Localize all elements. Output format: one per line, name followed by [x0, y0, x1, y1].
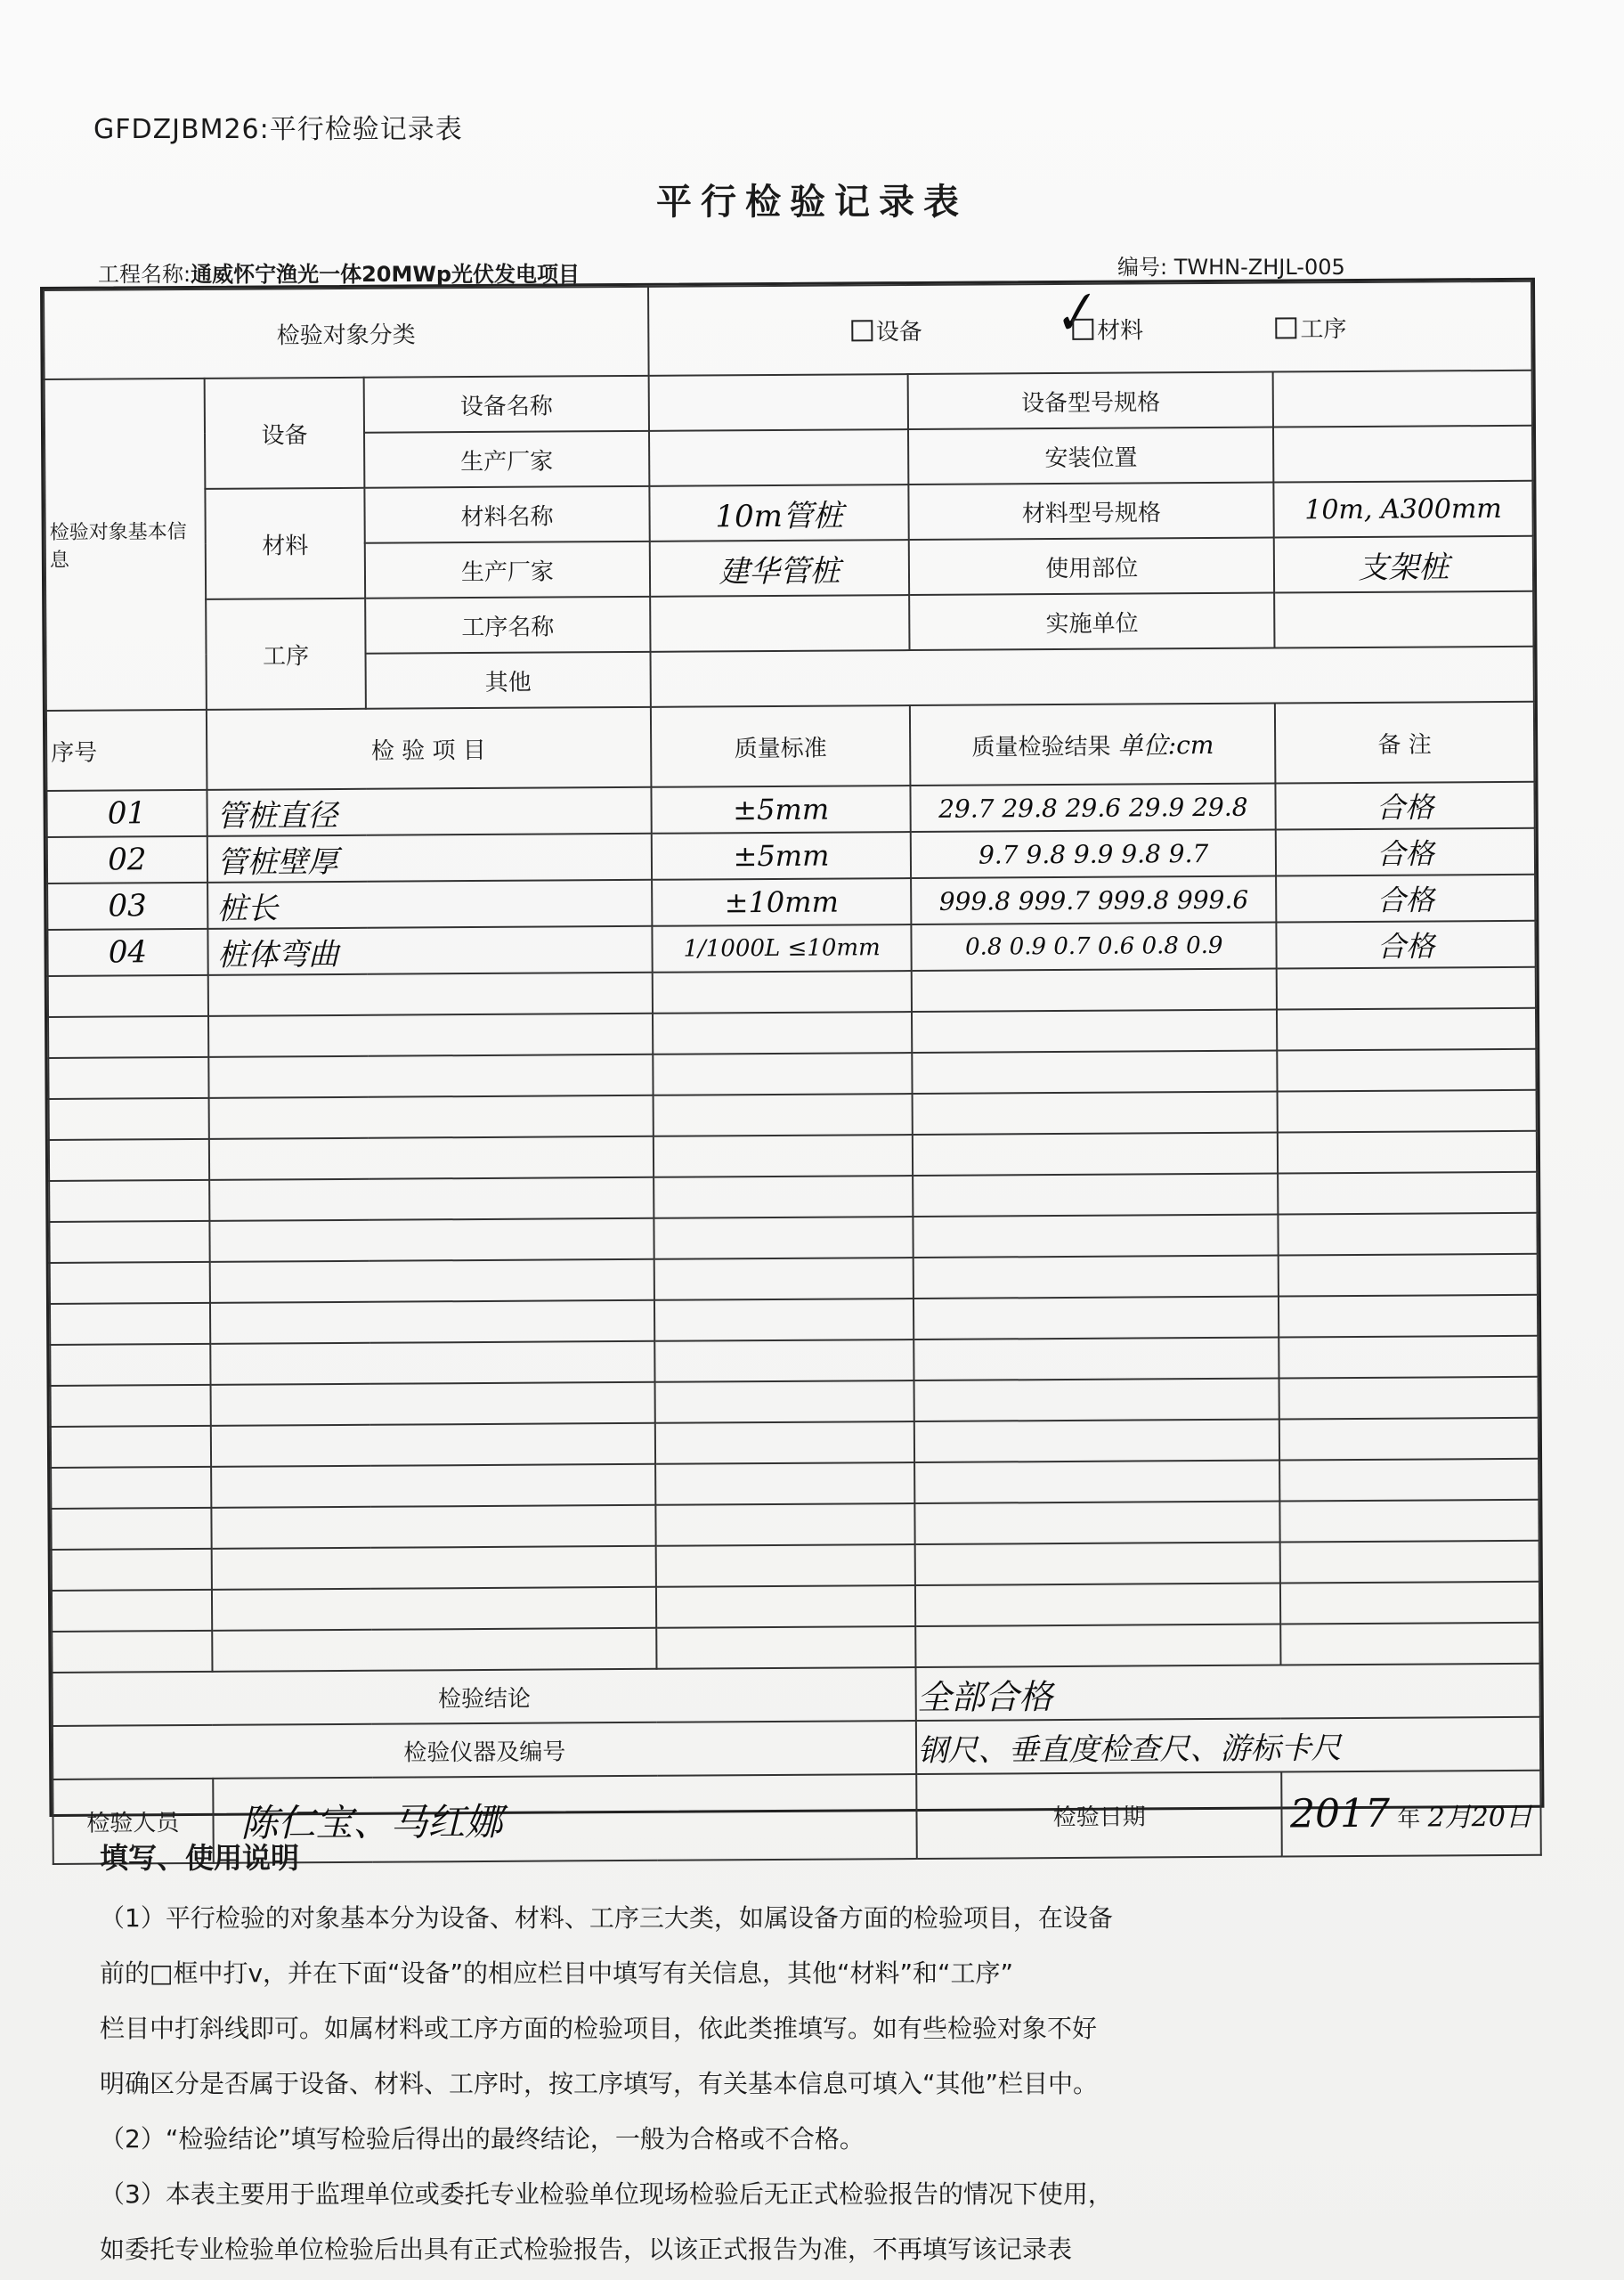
unit-note: 单位:cm	[1117, 729, 1214, 761]
basic-info-label: 检验对象基本信息	[45, 379, 207, 711]
process-name-value[interactable]	[650, 595, 910, 652]
table-row: 02 管桩壁厚 ±5mm 9.7 9.8 9.9 9.8 9.7 合格	[47, 828, 1535, 884]
instructions-line: 栏目中打斜线即可。如属材料或工序方面的检验项目，依此类推填写。如有些检验对象不好	[100, 2014, 1098, 2043]
equipment-label: 设备	[204, 378, 364, 489]
option-material[interactable]: 材料	[1001, 311, 1214, 345]
conclusion-value[interactable]: 全部合格	[916, 1664, 1540, 1721]
material-model-label: 材料型号规格	[909, 483, 1274, 541]
col-number: 序号	[46, 710, 207, 791]
date-year: 2017	[1289, 1790, 1391, 1837]
material-model-value[interactable]: 10m, A300mm	[1273, 481, 1532, 538]
project-name: 通威怀宁渔光一体20MWp光伏发电项目	[191, 262, 581, 287]
classification-options	[648, 278, 1532, 376]
project-line	[98, 256, 580, 288]
instruments-label: 检验仪器及编号	[53, 1721, 917, 1779]
equipment-maker-value[interactable]	[649, 429, 909, 486]
material-maker-value[interactable]: 建华管桩	[649, 540, 909, 597]
instructions	[100, 1830, 1382, 2277]
instruments-value[interactable]: 钢尺、垂直度检查尺、游标卡尺	[916, 1717, 1540, 1774]
col-item: 检 验 项 目	[207, 707, 652, 790]
serial-label: 编号:	[1117, 255, 1168, 280]
document-code: GFDZJBM26:平行检验记录表	[93, 114, 463, 145]
table-row: 04 桩体弯曲 1/1000L ≤10mm 0.8 0.9 0.7 0.6 0.8 0.9 合格	[47, 921, 1535, 976]
inspector-value[interactable]: 陈仁宝、马红娜	[213, 1774, 917, 1863]
date-year-unit: 年	[1397, 1805, 1421, 1833]
classification-label: 检验对象分类	[44, 287, 648, 379]
table-row: 03 桩长 ±10mm 999.8 999.7 999.8 999.6 合格	[47, 875, 1535, 930]
date-label: 检验日期	[917, 1772, 1282, 1859]
material-usage-value[interactable]: 支架桩	[1274, 536, 1533, 593]
col-remark: 备 注	[1275, 702, 1535, 784]
conclusion-label: 检验结论	[53, 1667, 917, 1726]
project-label: 工程名称:	[98, 262, 191, 287]
instructions-title: 填写、使用说明	[100, 1841, 300, 1875]
instructions-line: 前的□框中打v，并在下面“设备”的相应栏目中填写有关信息，其他“材料”和“工序”	[100, 1958, 1014, 1988]
inspector-label: 检验人员	[53, 1779, 213, 1864]
instructions-line: 明确区分是否属于设备、材料、工序时，按工序填写，有关基本信息可填入“其他”栏目中。	[100, 2069, 1099, 2098]
equipment-maker-label: 生产厂家	[364, 431, 649, 488]
checkbox-icon	[1275, 317, 1296, 338]
instructions-line: （1）平行检验的对象基本分为设备、材料、工序三大类，如属设备方面的检验项目，在设备	[100, 1903, 1113, 1933]
equipment-name-value[interactable]	[648, 374, 908, 431]
handwritten-check-mark: ✓	[1043, 278, 1103, 351]
equipment-model-label: 设备型号规格	[908, 372, 1273, 430]
col-standard: 质量标准	[651, 705, 911, 787]
process-other-label: 其他	[366, 652, 651, 709]
material-maker-label: 生产厂家	[365, 542, 650, 598]
material-usage-label: 使用部位	[909, 538, 1274, 596]
document-title: 平行检验记录表	[656, 182, 968, 223]
option-equipment[interactable]: 设备	[780, 313, 994, 346]
process-other-value[interactable]	[650, 647, 1534, 707]
date-month-day: 2月20日	[1427, 1801, 1533, 1834]
equipment-location-label: 安装位置	[908, 428, 1273, 485]
serial-value: TWHN-ZHJL-005	[1173, 255, 1345, 280]
equipment-location-value[interactable]	[1273, 426, 1532, 483]
checkbox-icon	[1072, 318, 1093, 339]
instructions-line: （3）本表主要用于监理单位或委托专业检验单位现场检验后无正式检验报告的情况下使用，	[100, 2179, 1113, 2209]
table-row: 01 管桩直径 ±5mm 29.7 29.8 29.6 29.9 29.8 合格	[46, 782, 1534, 837]
inspection-form	[40, 278, 1544, 1845]
process-name-label: 工序名称	[365, 597, 650, 654]
equipment-name-label: 设备名称	[364, 376, 649, 433]
equipment-model-value[interactable]	[1273, 370, 1532, 428]
material-label: 材料	[205, 488, 365, 599]
col-result: 质量检验结果 单位:cm	[910, 704, 1275, 786]
serial-number	[1117, 249, 1345, 281]
option-process[interactable]: 工序	[1222, 310, 1400, 344]
checkbox-icon	[851, 320, 873, 341]
material-name-value[interactable]: 10m管桩	[649, 484, 909, 542]
instructions-line: 如委托专业检验单位检验后出具有正式检验报告，以该正式报告为准，不再填写该记录表	[100, 2235, 1073, 2264]
process-unit-label: 实施单位	[910, 593, 1275, 651]
material-name-label: 材料名称	[365, 486, 650, 543]
instructions-line: （2）“检验结论”填写检验后得出的最终结论，一般为合格或不合格。	[100, 2124, 865, 2154]
process-label: 工序	[206, 598, 366, 710]
process-unit-value[interactable]	[1274, 591, 1533, 648]
